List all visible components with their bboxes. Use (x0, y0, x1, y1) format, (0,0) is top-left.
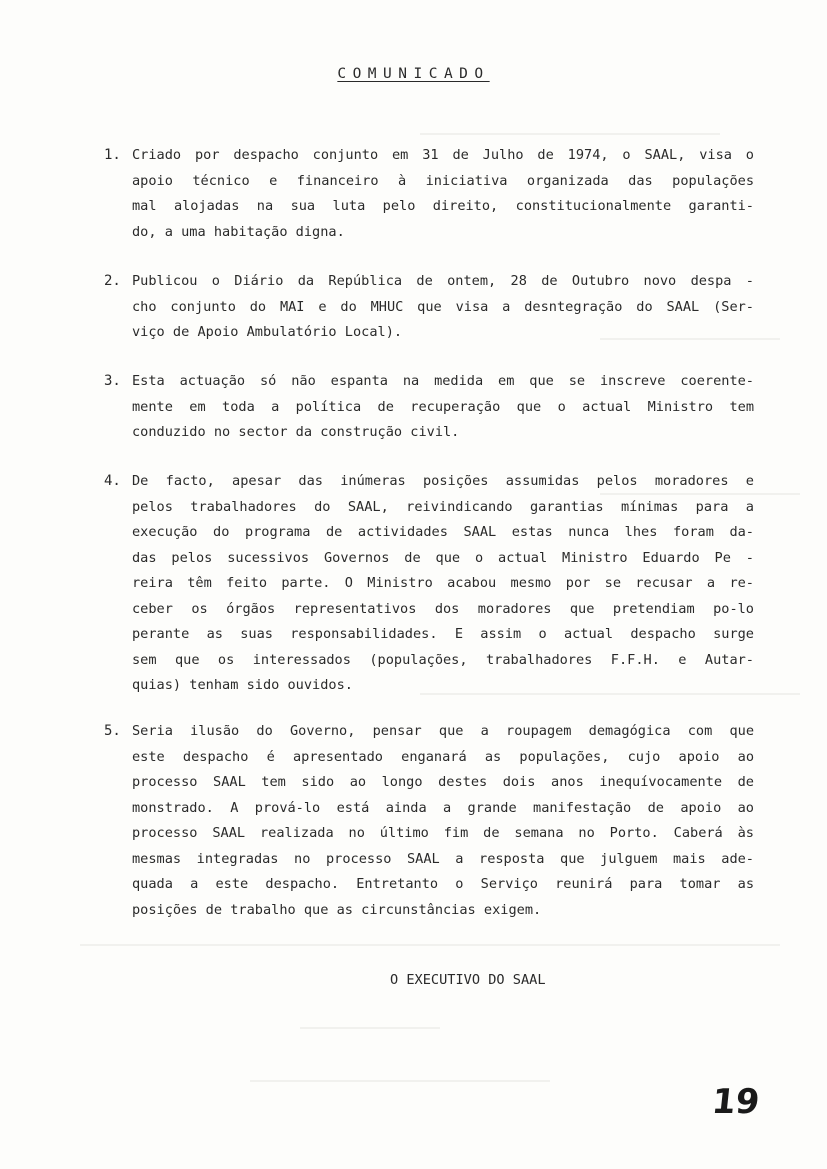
text-line: Publicou o Diário da República de ontem, 28 de Outubro novo despa - (132, 273, 754, 289)
text-line: processo SAAL tem sido ao longo destes dois anos inequívocamente de (132, 774, 754, 790)
paragraph-number: 4. (104, 473, 121, 489)
paragraph-number: 1. (104, 147, 121, 163)
text-line: Criado por despacho conjunto em 31 de Julho de 1974, o SAAL, visa o (132, 147, 754, 163)
bleed-through-mark (250, 1080, 550, 1082)
paragraph-number: 5. (104, 723, 121, 739)
text-line: ceber os órgãos representativos dos moradores que pretendiam po-lo (132, 600, 754, 617)
paragraph-text (132, 369, 754, 446)
text-line: Esta actuação só não espanta na medida em que se inscreve coerente- (132, 373, 754, 389)
paragraph-text (132, 143, 754, 245)
paragraph-number: 3. (104, 373, 121, 389)
text-line: quias) tenham sido ouvidos. (132, 677, 353, 693)
paragraph-number: 2. (104, 273, 121, 289)
text-line: posições de trabalho que as circunstâncias exigem. (132, 901, 542, 918)
text-line: De facto, apesar das inúmeras posições assumidas pelos moradores e (132, 473, 754, 489)
text-line: apoio técnico e financeiro à iniciativa organizada das populações (132, 172, 754, 189)
paragraph-text (132, 719, 754, 923)
text-line: cho conjunto do MAI e do MHUC que visa a desntegração do SAAL (Ser- (132, 298, 754, 315)
paragraph-text (132, 469, 754, 699)
text-line: processo SAAL realizada no último fim de semana no Porto. Caberá às (132, 825, 754, 841)
text-line: viço de Apoio Ambulatório Local). (132, 324, 403, 340)
document-title: COMUNICADO (337, 66, 490, 82)
text-line: das pelos sucessivos Governos de que o actual Ministro Eduardo Pe - (132, 549, 754, 566)
bleed-through-mark (300, 1027, 440, 1029)
text-line: monstrado. A prová-lo está ainda a grande manifestação de apoio ao (132, 799, 754, 816)
signature: O EXECUTIVO DO SAAL (390, 972, 546, 988)
text-line: Seria ilusão do Governo, pensar que a roupagem demagógica com que (132, 723, 754, 739)
text-line: pelos trabalhadores do SAAL, reivindicando garantias mínimas para a (132, 498, 754, 515)
handwritten-page-number: 19 (709, 1082, 762, 1122)
text-line: sem que os interessados (populações, trabalhadores F.F.H. e Autar- (132, 651, 754, 668)
text-line: execução do programa de actividades SAAL estas nunca lhes foram da- (132, 524, 754, 540)
text-line: este despacho é apresentado enganará as populações, cujo apoio ao (132, 748, 754, 765)
paragraph-text (132, 269, 754, 346)
text-line: mal alojadas na sua luta pelo direito, constitucionalmente garanti- (132, 198, 754, 214)
text-line: mente em toda a política de recuperação que o actual Ministro tem (132, 398, 754, 415)
bleed-through-mark (80, 944, 780, 946)
text-line: do, a uma habitação digna. (132, 223, 345, 240)
text-line: mesmas integradas no processo SAAL a resposta que julguem mais ade- (132, 850, 754, 867)
text-line: conduzido no sector da construção civil. (132, 424, 460, 440)
bleed-through-mark (420, 133, 720, 135)
text-line: quada a este despacho. Entretanto o Serviço reunirá para tomar as (132, 876, 754, 892)
text-line: reira têm feito parte. O Ministro acabou mesmo por se recusar a re- (132, 575, 754, 591)
text-line: perante as suas responsabilidades. E assim o actual despacho surge (132, 626, 754, 642)
